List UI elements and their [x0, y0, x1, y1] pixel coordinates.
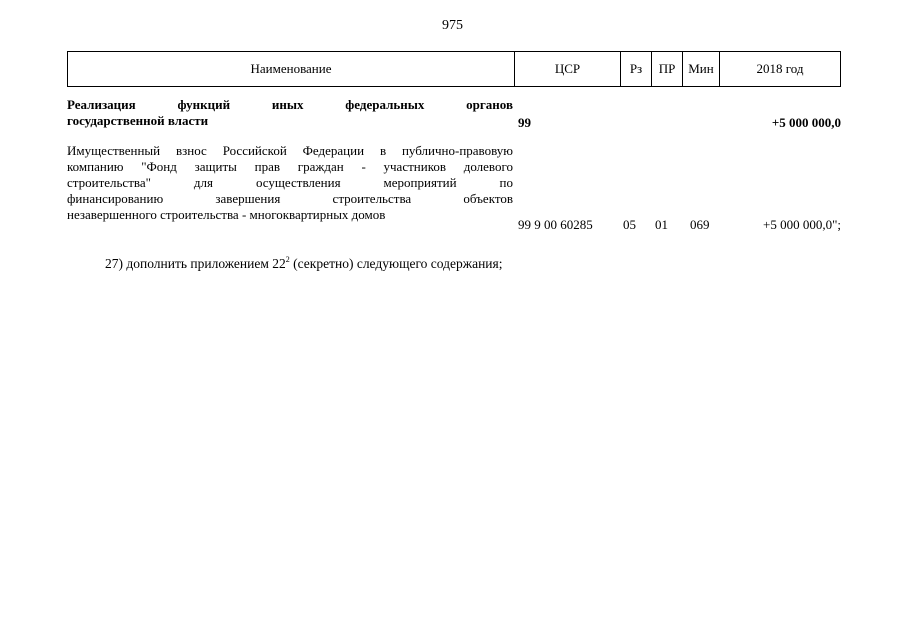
- header-name: Наименование: [68, 52, 515, 86]
- row-name: [67, 143, 513, 223]
- row-name-line: Реализация функций иных федеральных органов: [67, 97, 513, 112]
- row-name: [67, 97, 513, 129]
- row-name-line: государственной власти: [67, 113, 209, 128]
- row-name-line: компанию "Фонд защиты прав граждан - участников долевого: [67, 159, 513, 174]
- page-number: 975: [442, 18, 463, 33]
- table-header: [67, 51, 841, 87]
- row-sum: +5 000 000,0";: [763, 217, 841, 232]
- paragraph-superscript: 2: [285, 255, 290, 264]
- row-csr: 99: [518, 115, 531, 130]
- row-rz: 05: [623, 217, 636, 232]
- header-pr: ПР: [652, 52, 683, 86]
- row-pr: 01: [655, 217, 668, 232]
- row-min: 069: [690, 217, 710, 232]
- row-name-line: незавершенного строительства - многоквартирных домов: [67, 207, 386, 222]
- row-name-line: Имущественный взнос Российской Федерации в публично-правовую: [67, 143, 513, 158]
- table-row: [67, 97, 841, 131]
- paragraph-prefix: 27) дополнить приложением 22: [105, 256, 286, 271]
- header-year: 2018 год: [756, 61, 804, 76]
- row-csr: 99 9 00 60285: [518, 217, 593, 232]
- table-row: [67, 143, 841, 233]
- row-name-line: финансированию завершения строительства объектов: [67, 191, 513, 206]
- header-min: Мин: [683, 52, 720, 86]
- amendment-paragraph: [105, 255, 502, 272]
- paragraph-suffix: (секретно) следующего содержания;: [289, 256, 503, 271]
- row-name-line: строительства" для осуществления мероприятий по: [67, 175, 513, 190]
- header-rz: Рз: [621, 52, 652, 86]
- header-csr: ЦСР: [515, 52, 621, 86]
- row-sum: +5 000 000,0: [771, 115, 841, 130]
